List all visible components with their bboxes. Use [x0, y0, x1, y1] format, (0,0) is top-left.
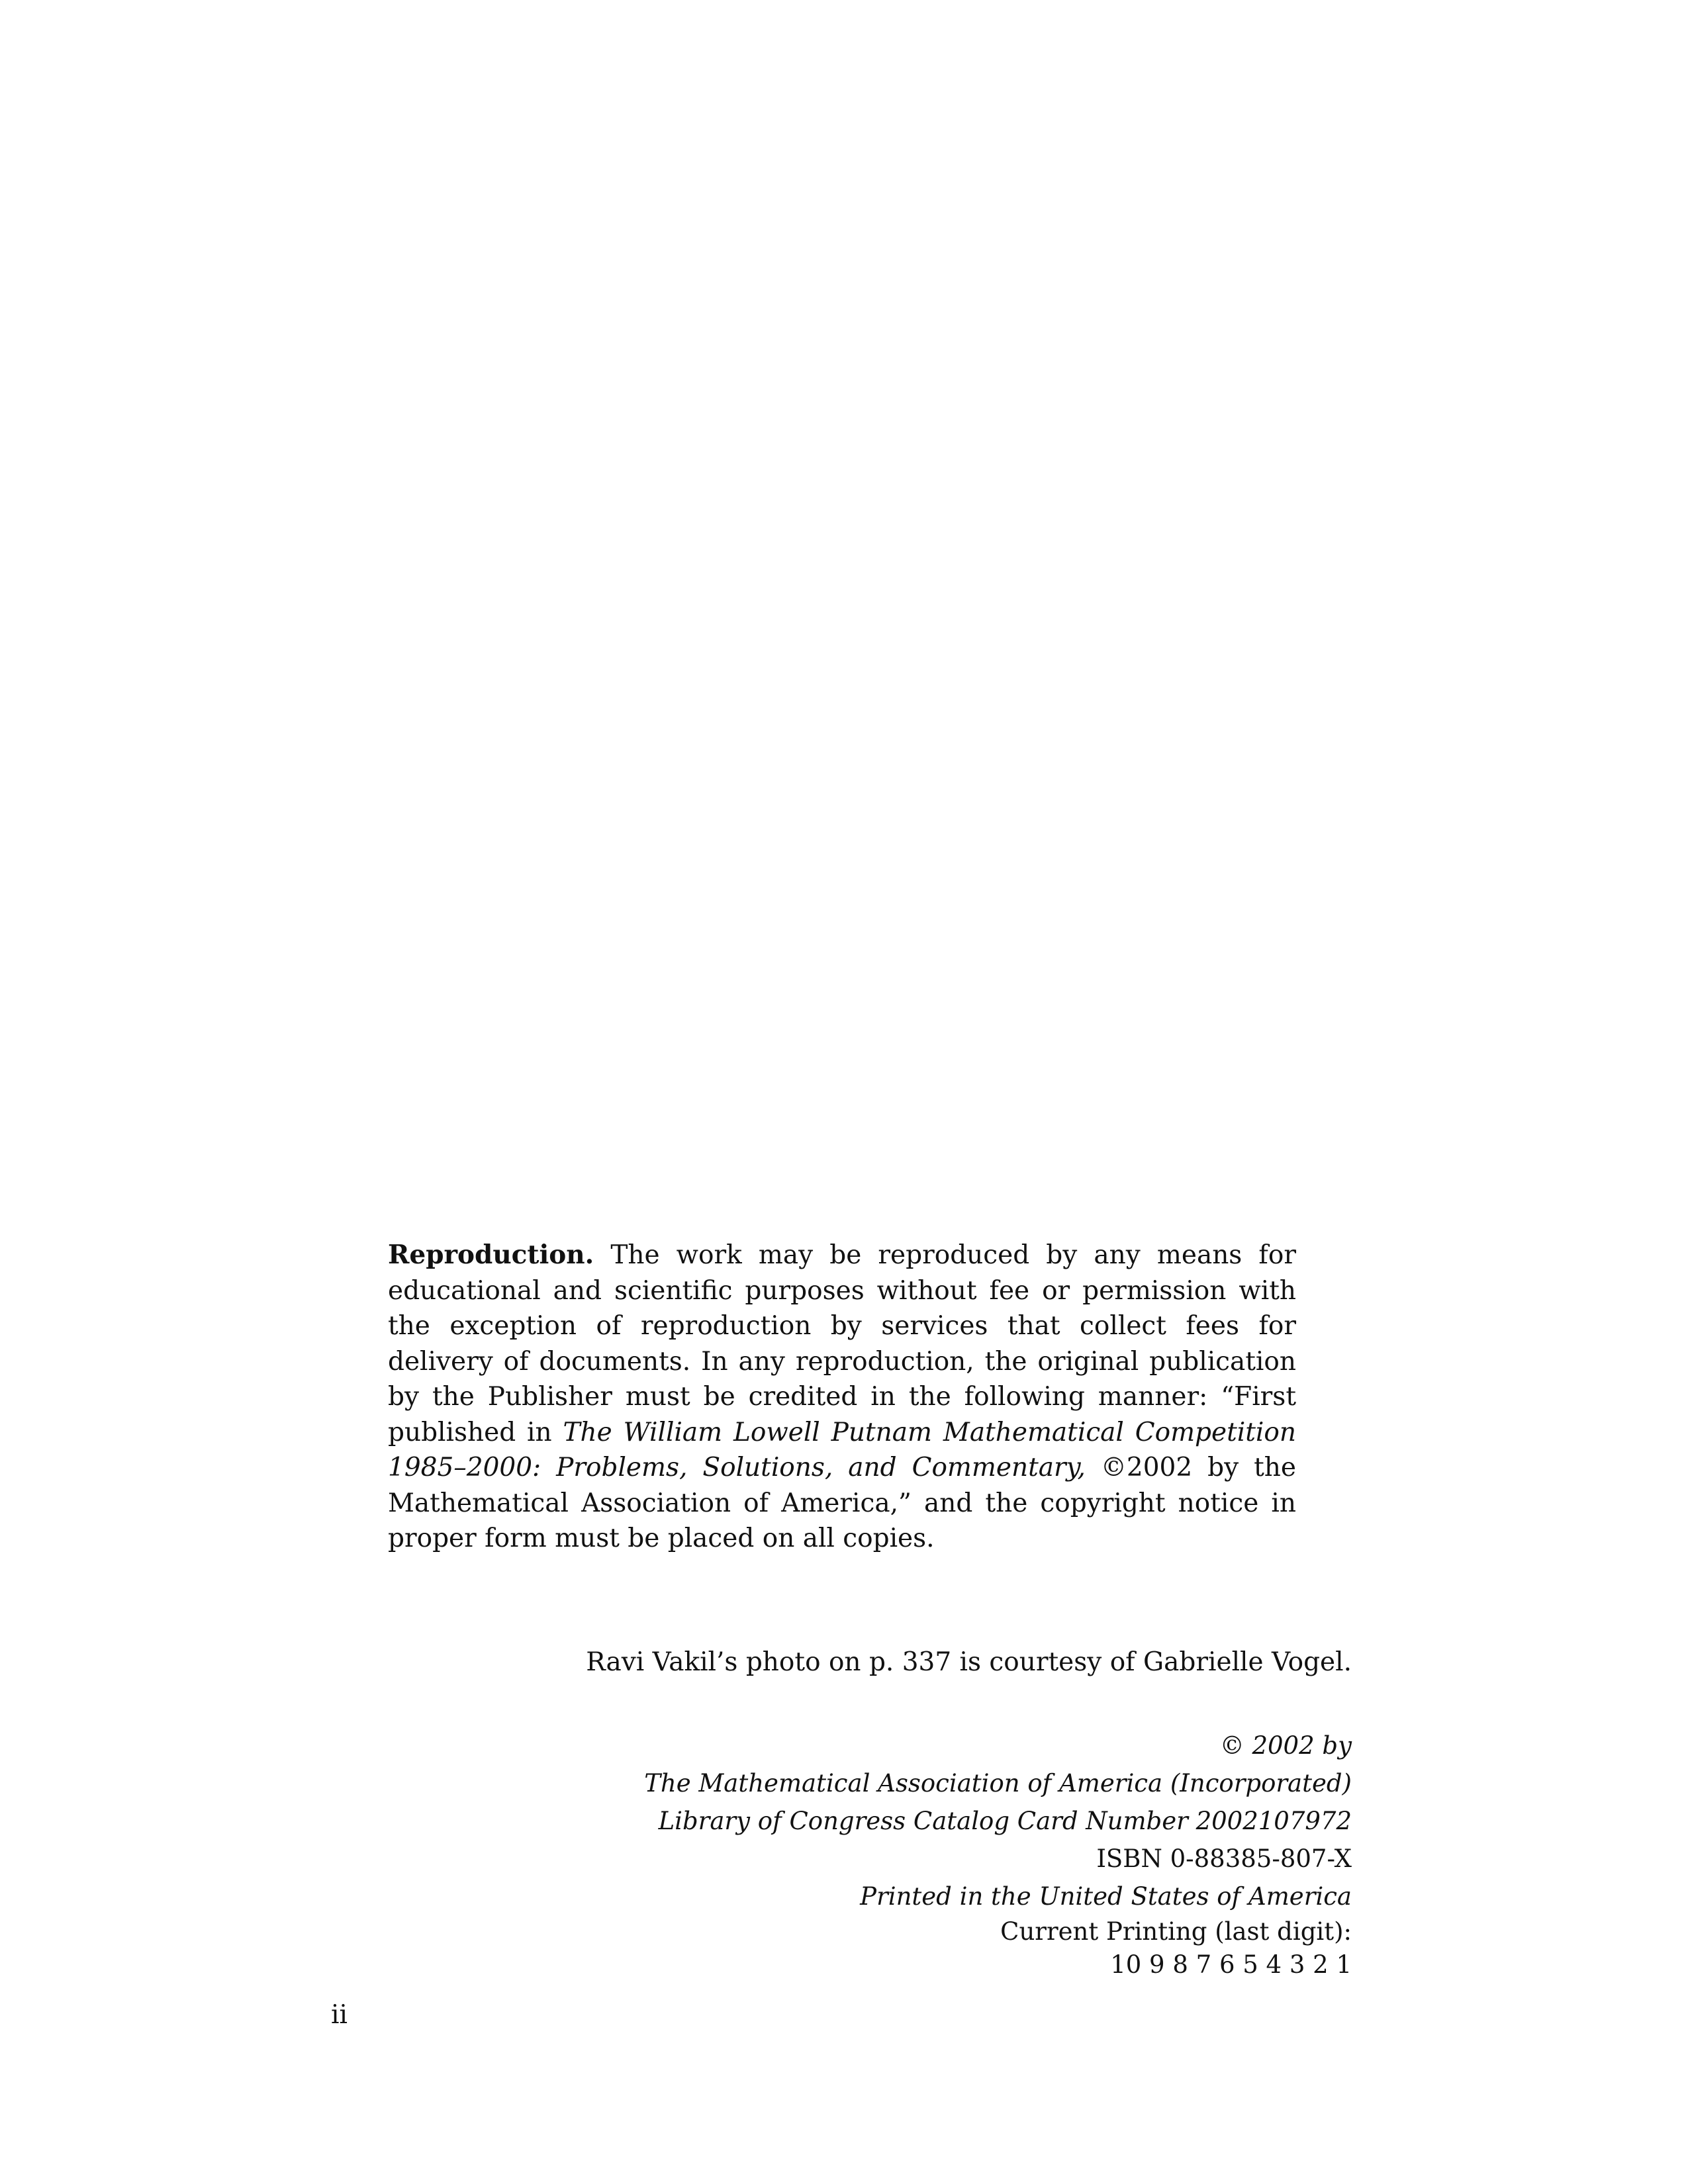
imprint-block	[644, 1727, 1352, 1981]
reproduction-text-2: ©2002 by the Mathematical Association of America,” and the copyright notice in proper form must be placed on all copies.	[388, 1453, 1296, 1553]
page-number: ii	[331, 2000, 348, 2030]
photo-credit: Ravi Vakil’s photo on p. 337 is courtesy of Gabrielle Vogel.	[586, 1647, 1352, 1677]
printing-digits: 10 9 8 7 6 5 4 3 2 1	[1110, 1950, 1352, 1979]
current-printing-label: Current Printing (last digit):	[1000, 1917, 1352, 1946]
reproduction-paragraph	[388, 1238, 1296, 1557]
work-title: The William Lowell Putnam Mathematical Competition 1985–2000: Problems, Solutions, and Commentary,	[388, 1417, 1296, 1482]
copyright-line: © 2002 by	[1219, 1731, 1352, 1760]
reproduction-text-1: The work may be reproduced by any means for educational and scientific purposes without fee or permission with the exception of reproduction by services that collect fees for delivery of documents. In any reproduction, the original publication by the Publisher must be credited in the following manner: “First published in	[388, 1240, 1296, 1447]
publisher-line: The Mathematical Association of America (Incorporated)	[644, 1769, 1352, 1797]
printed-in-line: Printed in the United States of America	[860, 1882, 1352, 1911]
catalog-line: Library of Congress Catalog Card Number 2002107972	[658, 1807, 1352, 1835]
reproduction-label: Reproduction.	[388, 1240, 594, 1270]
isbn-line: ISBN 0-88385-807-X	[1096, 1844, 1352, 1873]
